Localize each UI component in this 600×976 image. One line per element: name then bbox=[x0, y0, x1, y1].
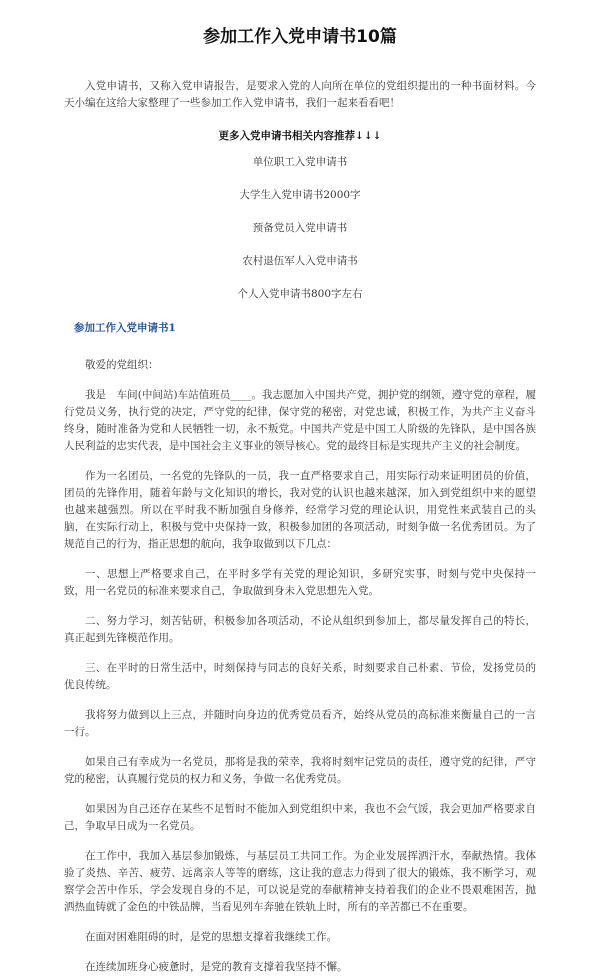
letter-paragraph: 在连续加班身心疲惫时，是党的教育支撑着我坚持不懈。 bbox=[85, 961, 348, 973]
related-link[interactable]: 单位职工入党申请书 bbox=[252, 156, 348, 168]
intro-paragraph: 入党申请书，又称入党申请报告，是要求入党的人向所在单位的党组织提出的一种书面材料。今天小编在这给大家整理了一些参加工作入党申请书，我们一起来看看吧！ bbox=[64, 80, 536, 109]
letter-paragraph: 我将努力做到以上三点，并随时向身边的优秀党员看齐，始终从党员的高标准来衡量自己的一言一行。 bbox=[64, 709, 536, 738]
letter-paragraph: 一、思想上严格要求自己，在平时多学有关党的理论知识，多研究实事，时刻与党中央保持一致，用一名党员的标准来要求自己，争取做到身未入党思想先入党。 bbox=[64, 568, 536, 597]
related-link[interactable]: 个人入党申请书800字左右 bbox=[237, 288, 363, 300]
page-title: 参加工作入党申请书10篇 bbox=[203, 27, 397, 47]
letter-paragraph: 作为一名团员，一名党的先锋队的一员，我一直严格要求自己，用实际行动来证明团员的价值，团员的先锋作用，随着年龄与文化知识的增长，我对党的认识也越来越深，加入到党组织中来的愿望也越来越强烈。所以在平时我不断加强自身修养，经常学习党的理论认识，用党性来武装自己的头脑，在实际行动上，积极与党中央保持一致，积极参加团的各项活动，时刻争做一名优秀团员。为了规范自己的行为，指正思想的航向，我争取做到以下几点： bbox=[64, 470, 536, 550]
letter-paragraph: 我是 车间(中间站)车站值班员____。我志愿加入中国共产党，拥护党的纲领，遵守党的章程，履行党员义务，执行党的决定，严守党的纪律，保守党的秘密，对党忠诚，积极工作，为共产主义奋斗终身，随时准备为党和人民牺牲一切，永不叛党。中国共产党是中国工人阶级的先锋队，是中国各族人民利益的忠实代表，是中国社会主义事业的领导核心。党的最终目标是实现共产主义的社会制度。 bbox=[64, 389, 536, 452]
related-link[interactable]: 预备党员入党申请书 bbox=[252, 222, 348, 234]
letter-paragraph: 三、在平时的日常生活中，时刻保持与同志的良好关系，时刻要求自己朴素、节俭，发扬党员的优良传统。 bbox=[64, 662, 536, 691]
related-link[interactable]: 农村退伍军人入党申请书 bbox=[242, 255, 358, 267]
related-links-list bbox=[64, 154, 536, 303]
letter-paragraph: 在面对困难阻碍的时，是党的思想支撑着我继续工作。 bbox=[85, 931, 337, 943]
letter-paragraph: 如果自己有幸成为一名党员，那将是我的荣幸，我将时刻牢记党员的责任，遵守党的纪律，严守党的秘密，认真履行党员的权力和义务，争做一名优秀党员。 bbox=[64, 756, 536, 785]
more-recommendations-heading: 更多入党申请书相关内容推荐↓↓↓ bbox=[218, 130, 382, 142]
letter-paragraph: 二、努力学习，刻苦钻研，积极参加各项活动，不论从组织到参加上，都尽量发挥自己的特长，真正起到先锋模范作用。 bbox=[64, 615, 536, 644]
related-link[interactable]: 大学生入党申请书2000字 bbox=[239, 189, 361, 201]
section-heading: 参加工作入党申请书1 bbox=[74, 322, 176, 334]
letter-paragraph: 如果因为自己还存在某些不足暂时不能加入到党组织中来，我也不会气馁，我会更加严格要求自己，争取早日成为一名党员。 bbox=[64, 803, 536, 832]
letter-paragraph: 在工作中，我加入基层参加锻炼，与基层员工共同工作。为企业发展挥洒汗水，奉献热情。我体验了炎热、辛苦、疲劳、远离亲人等等的磨练，这让我的意志力得到了很大的锻炼，我不断学习，观察学会苦中作乐，学会发现自身的不足，可以说是党的奉献精神支持着我们的企业不畏艰难困苦，抛洒热血铸就了金色的中铁品牌，当看见列车奔驰在铁轨上时，所有的辛苦都已不在重要。 bbox=[64, 850, 536, 913]
letter-greeting: 敬爱的党组织： bbox=[85, 359, 159, 371]
